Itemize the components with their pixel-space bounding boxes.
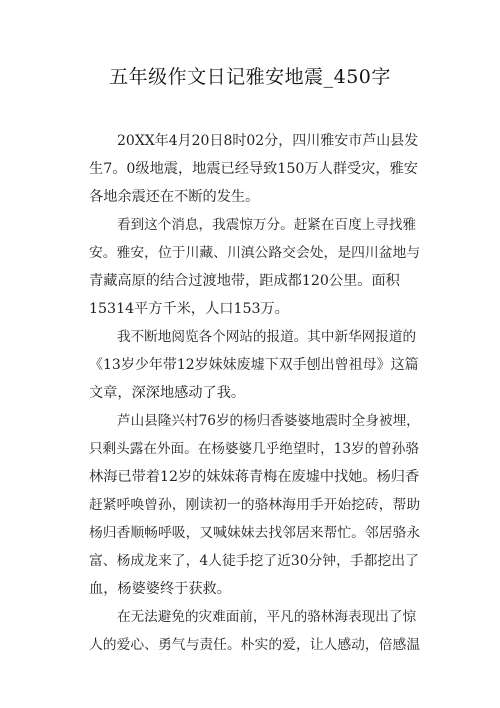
text-line: 看到这个消息，我震惊万分。赶紧在百度上寻找雅 [117,217,417,233]
text-line: 各地余震还在不断的发生。 [89,189,260,205]
text-line: 赶紧呼唤曾孙，刚读初一的骆林海用手开始挖砖，帮助 [89,497,421,513]
text-line: 安。雅安，位于川藏、川滇公路交会处，是四川盆地与 [89,245,421,261]
text-line: 血，杨婆婆终于获救。 [89,581,231,597]
text-line: 芦山县隆兴村76岁的杨归香婆婆地震时全身被埋， [117,413,420,429]
text-line: 文章，深深地感动了我。 [89,385,246,401]
text-line: 人的爱心、勇气与责任。朴实的爱，让人感动，倍感温 [89,637,421,653]
text-line: 青藏高原的结合过渡地带，距成都120公里。面积 [89,273,400,289]
text-line: 杨归香顺畅呼吸，又喊妹妹去找邻居来帮忙。邻居骆永 [89,525,421,541]
text-line: 生7。0级地震，地震已经导致150万人群受灾，雅安 [89,161,418,177]
text-line: 林海已带着12岁的妹妹蒋青梅在废墟中找她。杨归香 [89,469,420,485]
text-line: 富、杨成龙来了，4人徒手挖了近30分钟，手都挖出了 [89,553,419,569]
text-line: 15314平方千米，人口153万。 [89,301,289,317]
text-line: 在无法避免的灾难面前，平凡的骆林海表现出了惊 [117,609,417,625]
text-line: 我不断地阅览各个网站的报道。其中新华网报道的 [117,329,417,345]
text-line: 《13岁少年带12岁妹妹废墟下双手刨出曾祖母》这篇 [89,357,419,373]
page-title: 五年级作文日记雅安地震_450字 [109,66,391,88]
text-line: 20XX年4月20日8时02分，四川雅安市芦山县发 [117,133,419,149]
text-line: 只剩头露在外面。在杨婆婆几乎绝望时，13岁的曾孙骆 [89,441,419,457]
